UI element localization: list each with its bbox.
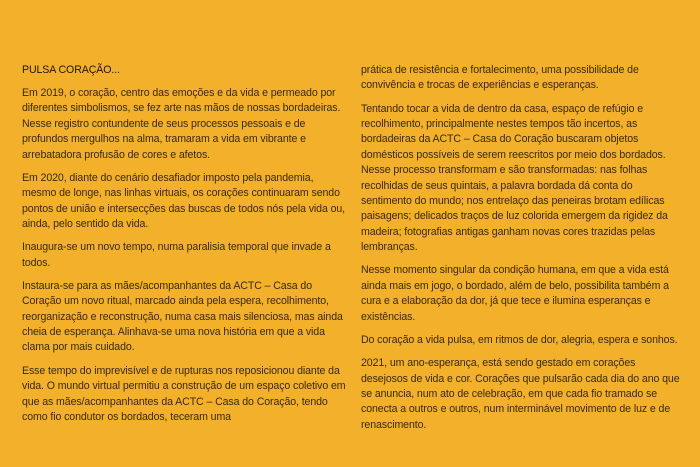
paragraph: Esse tempo do imprevisível e de rupturas nos reposicionou diante da vida. O mundo virtual permitiu a construção de um espaço coletivo em que as mães/acompanhantes da ACTC – Casa do Coração, tendo como fio condutor os bordados, teceram uma [22, 364, 346, 423]
paragraph: Do coração a vida pulsa, em ritmos de dor, alegria, espera e sonhos. [361, 333, 678, 346]
paragraph: 2021, um ano-esperança, está sendo gestado em corações desejosos de vida e cor. Corações que pulsarão cada dia do ano que se anuncia, num ato de celebração, em que cada fio tramado se conecta a outros e outros, num interminável movimento de luz e de renascimento. [361, 357, 680, 431]
paragraph: Em 2020, diante do cenário desafiador imposto pela pandemia, mesmo de longe, nas linhas virtuais, os corações continuaram sendo pontos de união e intersecções das buscas de todos nós pela vida ou, ainda, pelo sentido da vida. [22, 171, 346, 231]
paragraph: Instaura-se para as mães/acompanhantes da ACTC – Casa do Coração um novo ritual, marcado ainda pela espera, recolhimento, reorganização e reconstrução, numa casa mais silenciosa, mas ainda cheia de esperança. Alinhava-se uma nova história em que a vida clama por mais cuidado. [22, 279, 343, 354]
right-column [361, 63, 684, 441]
paragraph: Em 2019, o coração, centro das emoções e da vida e permeado por diferentes simbolismos, se fez arte nas mãos de nossas bordadeiras. Nesse registro contundente de seus processos pessoais e de profundos mergulhos na alma, tramaram a vida em vibrante e arrebatadora profusão de cores e afetos. [22, 87, 341, 161]
paragraph: Tentando tocar a vida de dentro da casa, espaço de refúgio e recolhimento, principalmente nestes tempos tão incertos, as bordadeiras da ACTC – Casa do Coração buscaram objetos domésticos possíveis de serem reescritos por meio dos bordados. Nesse processo transformam e são transformadas: nas folhas recolhidas de seus quintais, a palavra bordada dá conta do sentimento do mundo; nos entrelaço das peneiras brotam edílicas paisagens; delicados traços de luz colorida emergem da rigidez da madeira; fotografias antigas ganham novas cores trazidas pelas lembranças. [361, 102, 668, 254]
paragraph: Inaugura-se um novo tempo, numa paralisia temporal que invade a todos. [22, 241, 331, 269]
paragraph: Nesse momento singular da condição humana, em que a vida está ainda mais em jogo, o bordado, além de belo, possibilita também a cura e a elaboração da dor, já que tece e ilumina esperanças e existências. [361, 264, 669, 323]
document-title: PULSA CORAÇÃO... [22, 64, 120, 76]
paragraph: prática de resistência e fortalecimento, uma possibilidade de convivência e trocas de experiências e esperanças. [361, 64, 639, 92]
left-column [22, 86, 348, 433]
